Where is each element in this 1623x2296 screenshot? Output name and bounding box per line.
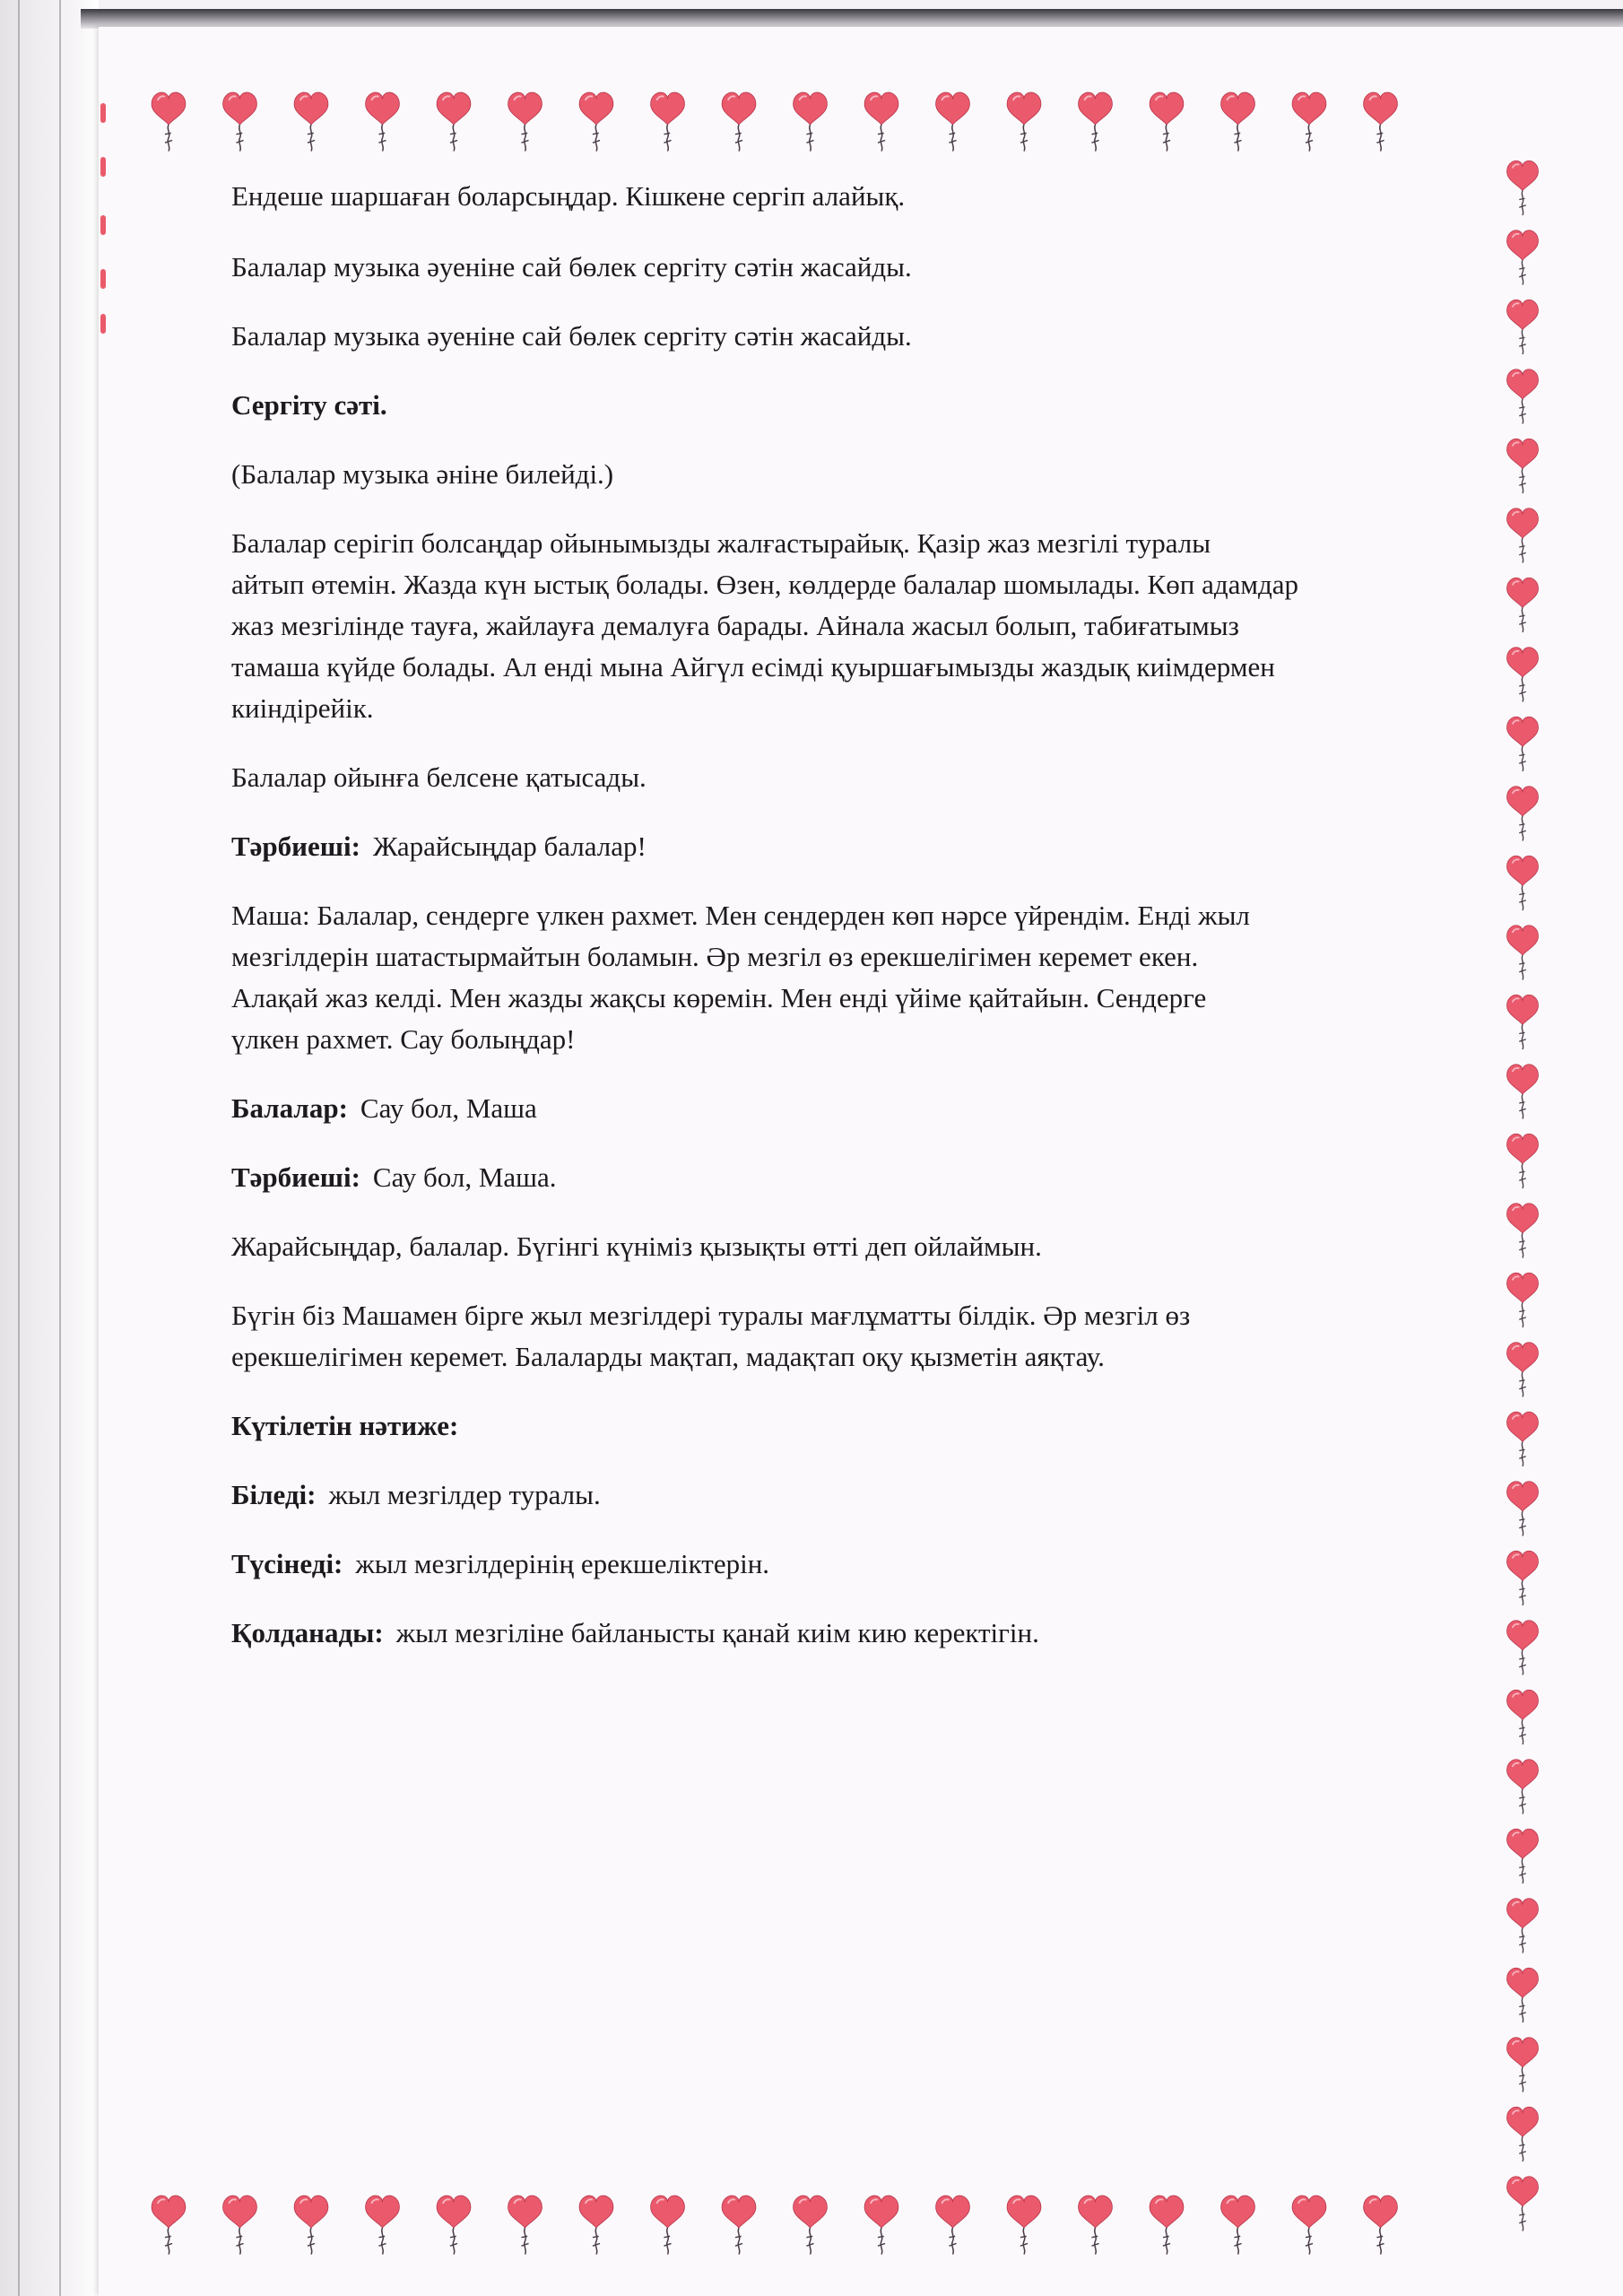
paragraph-text: Балалар ойынға белсене қатысады. (231, 761, 647, 793)
outcome-label: Қолданады: (231, 1617, 384, 1648)
paragraph-line: мезгілдерін шатастырмайтын боламын. Әр мезгіл өз ерекшелігімен керемет екен. (231, 941, 1199, 972)
paragraph (231, 454, 1505, 495)
paragraph (231, 895, 1505, 1060)
outcome-text: жыл мезгіліне байланысты қанай киім кию керектігін. (395, 1617, 1039, 1648)
dialogue-line (231, 826, 1505, 867)
paragraph-line: Маша: Балалар, сендерге үлкен рахмет. Мен сендерден көп нәрсе үйрендім. Енді жыл (231, 900, 1250, 931)
outcome-line (231, 1613, 1505, 1654)
paragraph-text: Жарайсыңдар, балалар. Бүгінгі күніміз қызықты өтті деп ойлаймын. (231, 1231, 1042, 1262)
outcome-text: жыл мезгілдерінің ерекшеліктерін. (355, 1548, 770, 1579)
paragraph-line: Балалар серігіп болсаңдар ойынымызды жалғастырайық. Қазір жаз мезгілі туралы (231, 527, 1211, 559)
outcome-line (231, 1474, 1505, 1516)
speaker-label: Тәрбиеші: (231, 1161, 360, 1193)
paragraph-line: Бүгін біз Машамен бірге жыл мезгілдері туралы мағлұматты білдік. Әр мезгіл өз (231, 1300, 1191, 1331)
paragraph-line: жаз мезгілінде тауға, жайлауға демалуға барады. Айнала жасыл болып, табиғатымыз (231, 610, 1239, 641)
speaker-label: Балалар: (231, 1092, 348, 1124)
outcome-label: Біледі: (231, 1479, 317, 1510)
section-heading (231, 385, 1505, 426)
dialogue-line (231, 1088, 1505, 1129)
speaker-text: Жарайсыңдар балалар! (372, 831, 647, 862)
outcome-label: Түсінеді: (231, 1548, 343, 1579)
heading-label: Сергіту сәті. (231, 389, 387, 421)
paragraph-text: Ендеше шаршаған боларсыңдар. Кішкене сергіп алайық. (231, 180, 906, 212)
paragraph-line: үлкен рахмет. Сау болыңдар! (231, 1023, 576, 1055)
heading-label: Күтілетін нәтиже: (231, 1410, 459, 1441)
paragraph-text: Балалар музыка әуеніне сай бөлек сергіту сәтін жасайды. (231, 320, 912, 352)
outcome-line (231, 1544, 1505, 1585)
paragraph-line: Алақай жаз келді. Мен жазды жақсы көремін. Мен енді үйіме қайтайын. Сендерге (231, 982, 1207, 1013)
paragraph-line: айтып өтемін. Жазда күн ыстық болады. Өзен, көлдерде балалар шомылады. Көп адамдар (231, 569, 1299, 600)
speaker-label: Тәрбиеші: (231, 831, 360, 862)
page-top-edge (81, 9, 1623, 29)
binding-crease (59, 0, 61, 2296)
document-body (231, 176, 1505, 1654)
section-heading (231, 1405, 1505, 1447)
paragraph-text: (Балалар музыка әніне билейді.) (231, 458, 614, 490)
dialogue-line (231, 1157, 1505, 1198)
speaker-text: Сау бол, Маша. (372, 1161, 557, 1193)
speaker-text: Сау бол, Маша (360, 1092, 537, 1124)
book-binding (0, 0, 99, 2296)
binding-crease (18, 0, 20, 2296)
paragraph (231, 247, 1505, 288)
paragraph-line: киіндірейік. (231, 692, 374, 724)
paragraph (231, 523, 1505, 729)
paragraph (231, 1226, 1505, 1267)
paragraph (231, 1295, 1505, 1378)
outcome-text: жыл мезгілдер туралы. (328, 1479, 601, 1510)
paragraph-text: Балалар музыка әуеніне сай бөлек сергіту сәтін жасайды. (231, 251, 912, 283)
paragraph-line: тамаша күйде болады. Ал енді мына Айгүл есімді қуыршағымызды жаздық киімдермен (231, 651, 1275, 683)
paragraph (231, 757, 1505, 798)
paragraph (231, 316, 1505, 357)
paragraph (231, 176, 1505, 217)
paragraph-line: ерекшелігімен керемет. Балаларды мақтап, мадақтап оқу қызметін аяқтау. (231, 1341, 1105, 1372)
